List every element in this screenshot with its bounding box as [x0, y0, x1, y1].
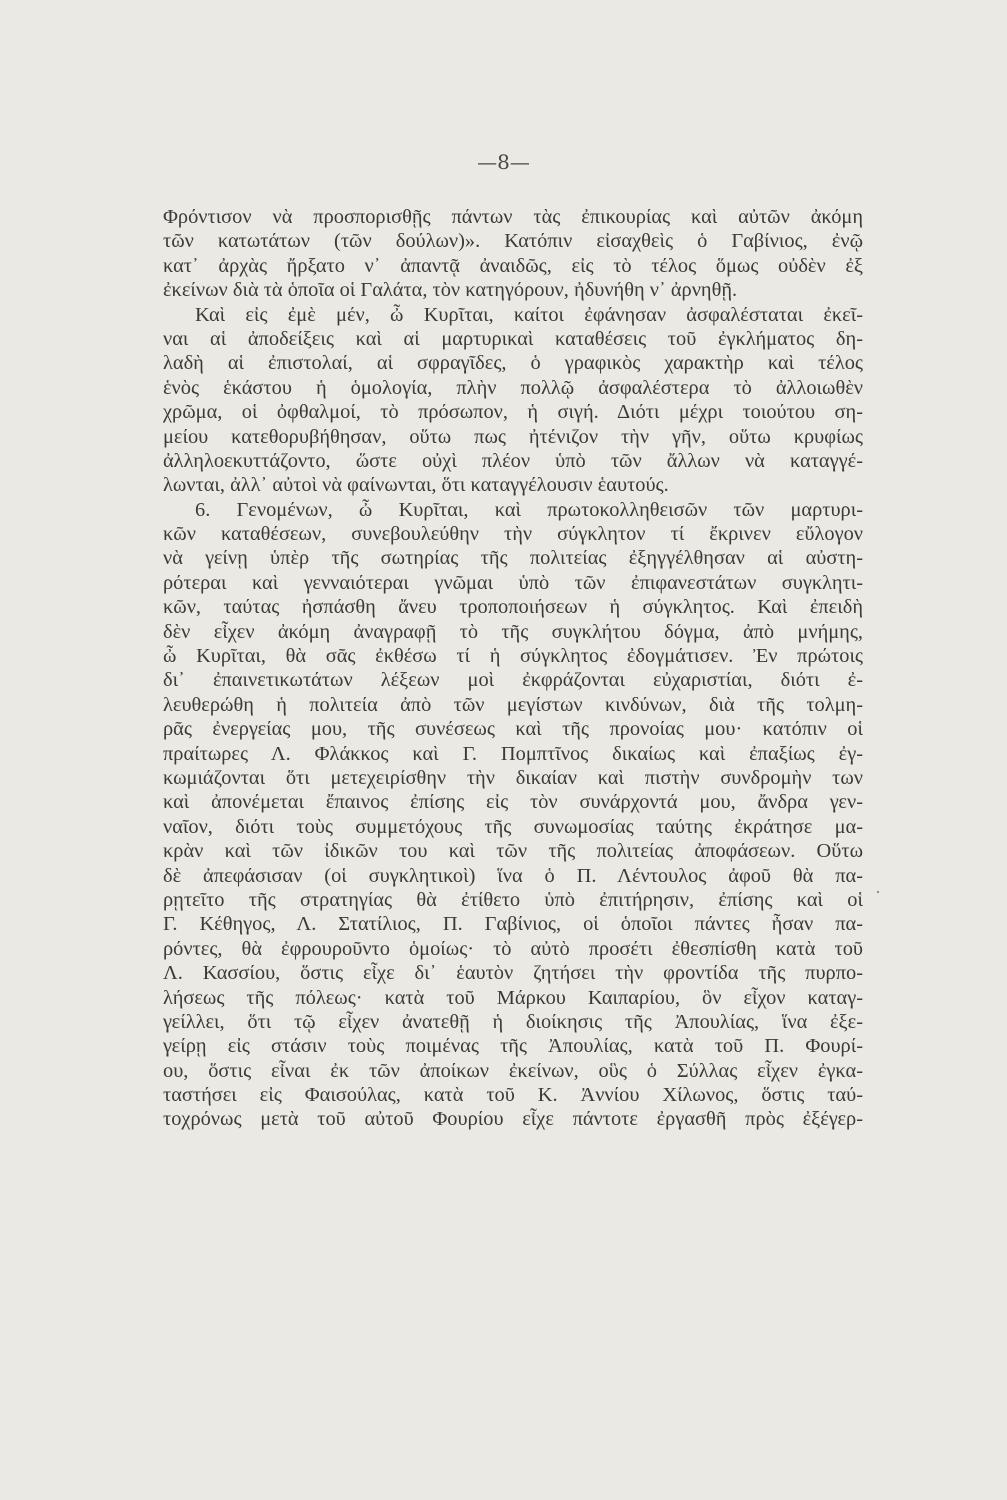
text-line: Λ. Κασσίου, ὅστις εἶχε δι᾽ ἑαυτὸν ζητήσει τὴν φροντίδα τῆς πυρπο-	[163, 962, 863, 985]
text-line: μείου κατεθορυβήθησαν, οὕτω πως ἠτένιζον τὴν γῆν, οὕτω κρυφίως	[163, 425, 863, 448]
text-line: Φρόντισον νὰ προσπορισθῇς πάντων τὰς ἐπικουρίας καὶ αὐτῶν ἀκόμη	[163, 206, 863, 228]
text-line: τῶν κατωτάτων (τῶν δούλων)». Κατόπιν εἰσαχθεὶς ὁ Γαβίνιος, ἐνῷ	[163, 230, 863, 253]
text-line: λευθερώθη ἡ πολιτεία ἀπὸ τῶν μεγίστων κινδύνων, διὰ τῆς τολμη-	[163, 693, 863, 716]
text-line: ναι αἱ ἀποδείξεις καὶ αἱ μαρτυρικαὶ καταθέσεις τοῦ ἐγκλήματος δη-	[163, 327, 863, 350]
text-line: ου, ὅστις εἶναι ἐκ τῶν ἀποίκων ἐκείνων, οὓς ὁ Σύλλας εἶχεν ἐγκα-	[163, 1059, 863, 1082]
text-line: λήσεως τῆς πόλεως· κατὰ τοῦ Μάρκου Καιπαρίου, ὃν εἶχον καταγ-	[163, 986, 863, 1009]
text-line: δι᾽ ἐπαινετικωτάτων λέξεων μοὶ ἐκφράζονται εὐχαριστίαι, διότι ἐ-	[163, 669, 863, 692]
text-line: γείρῃ εἰς στάσιν τοὺς ποιμένας τῆς Ἀπουλίας, κατὰ τοῦ Π. Φουρί-	[163, 1035, 863, 1058]
text-line: δὲν εἶχεν ἀκόμη ἀναγραφῇ τὸ τῆς συγκλήτου δόγμα, ἀπὸ μνήμης,	[163, 620, 863, 643]
text-line: ἑνὸς ἑκάστου ἡ ὁμολογία, πλὴν πολλῷ ἀσφαλέστερα τὸ ἀλλοιωθὲν	[163, 376, 863, 399]
text-line: ρότεραι καὶ γενναιότεραι γνῶμαι ὑπὸ τῶν ἐπιφανεστάτων συγκλητι-	[163, 571, 863, 594]
text-line: ρόντες, θὰ ἐφρουροῦντο ὁμοίως· τὸ αὐτὸ προσέτι ἐθεσπίσθη κατὰ τοῦ	[163, 937, 863, 960]
text-line: κωμιάζονται ὅτι μετεχειρίσθην τὴν δικαίαν καὶ πιστὴν συνδρομὴν των	[163, 766, 863, 789]
text-line: χρῶμα, οἱ ὀφθαλμοί, τὸ πρόσωπον, ἡ σιγή. Διότι μέχρι τοιούτου ση-	[163, 401, 863, 424]
margin-mark: .	[876, 880, 880, 897]
text-line: γείλλει, ὅτι τῷ εἶχεν ἀνατεθῇ ἡ διοίκησις τῆς Ἀπουλίας, ἵνα ἐξε-	[163, 1010, 863, 1033]
text-line: κατ᾽ ἀρχὰς ἤρξατο ν᾽ ἀπαντᾷ ἀναιδῶς, εἰς τὸ τέλος ὅμως οὐδὲν ἐξ	[163, 254, 863, 277]
text-line: κῶν καταθέσεων, συνεβουλεύθην τὴν σύγκλητον τί ἔκρινεν εὔλογον	[163, 523, 863, 546]
text-line: ταστήσει εἰς Φαισούλας, κατὰ τοῦ Κ. Ἀννίου Χίλωνος, ὅστις ταύ-	[163, 1084, 863, 1107]
text-line: πραίτωρες Λ. Φλάκκος καὶ Γ. Πομπτῖνος δικαίως καὶ ἐπαξίως ἐγ-	[163, 742, 863, 765]
text-line: κῶν, ταύτας ἠσπάσθη ἄνευ τροποποιήσεων ἡ σύγκλητος. Καὶ ἐπειδὴ	[163, 596, 863, 619]
text-line: Γ. Κέθηγος, Λ. Στατίλιος, Π. Γαβίνιος, οἱ ὁποῖοι πάντες ἦσαν πα-	[163, 913, 863, 936]
page-number: —8—	[477, 150, 530, 174]
text-line: ρῃτεῖτο τῆς στρατηγίας θὰ ἐτίθετο ὑπὸ ἐπιτήρησιν, ἐπίσης καὶ οἱ	[163, 888, 863, 911]
text-line: καὶ ἀπονέμεται ἔπαινος ἐπίσης εἰς τὸν συνάρχοντά μου, ἄνδρα γεν-	[163, 791, 863, 814]
text-line: ἐκείνων διὰ τὰ ὁποῖα οἱ Γαλάτα, τὸν κατηγόρουν, ἠδυνήθη ν᾽ ἀρνηθῇ.	[163, 279, 738, 302]
text-line: λαδὴ αἱ ἐπιστολαί, αἱ σφραγῖδες, ὁ γραφικὸς χαρακτὴρ καὶ τέλος	[163, 352, 863, 375]
text-line: λωνται, ἀλλ᾽ αὐτοὶ νὰ φαίνωνται, ὅτι καταγγέλουσιν ἑαυτούς.	[163, 474, 669, 497]
text-line: κρὰν καὶ τῶν ἰδικῶν του καὶ τῶν τῆς πολιτείας ἀποφάσεων. Οὕτω	[163, 840, 863, 863]
text-line: ὦ Κυρῖται, θὰ σᾶς ἐκθέσω τί ἡ σύγκλητος ἐδογμάτισεν. Ἐν πρώτοις	[163, 645, 863, 668]
text-line: νὰ γείνῃ ὑπὲρ τῆς σωτηρίας τῆς πολιτείας ἐξηγγέλθησαν αἱ αὐστη-	[163, 547, 863, 570]
text-line: ἀλληλοεκυττάζοντο, ὥστε οὐχὶ πλέον ὑπὸ τῶν ἄλλων νὰ καταγγέ-	[163, 449, 863, 472]
body-text	[163, 205, 863, 1132]
text-line: τοχρόνως μετὰ τοῦ αὐτοῦ Φουρίου εἶχε πάντοτε ἐργασθῆ πρὸς ἐξέγερ-	[163, 1108, 863, 1131]
text-line: ρᾶς ἐνεργείας μου, τῆς συνέσεως καὶ τῆς προνοίας μου· κατόπιν οἱ	[163, 718, 863, 741]
text-line: ναῖον, διότι τοὺς συμμετόχους τῆς συνωμοσίας ταύτης ἐκράτησε μα-	[163, 815, 863, 838]
text-line: 6. Γενομένων, ὦ Κυρῖται, καὶ πρωτοκολληθεισῶν τῶν μαρτυρι-	[195, 498, 863, 521]
text-line: δὲ ἀπεφάσισαν (οἱ συγκλητικοὶ) ἵνα ὁ Π. Λέντουλος ἀφοῦ θὰ πα-	[163, 864, 863, 887]
text-line: Καὶ εἰς ἐμὲ μέν, ὦ Κυρῖται, καίτοι ἐφάνησαν ἀσφαλέσταται ἐκεῖ-	[195, 303, 863, 326]
